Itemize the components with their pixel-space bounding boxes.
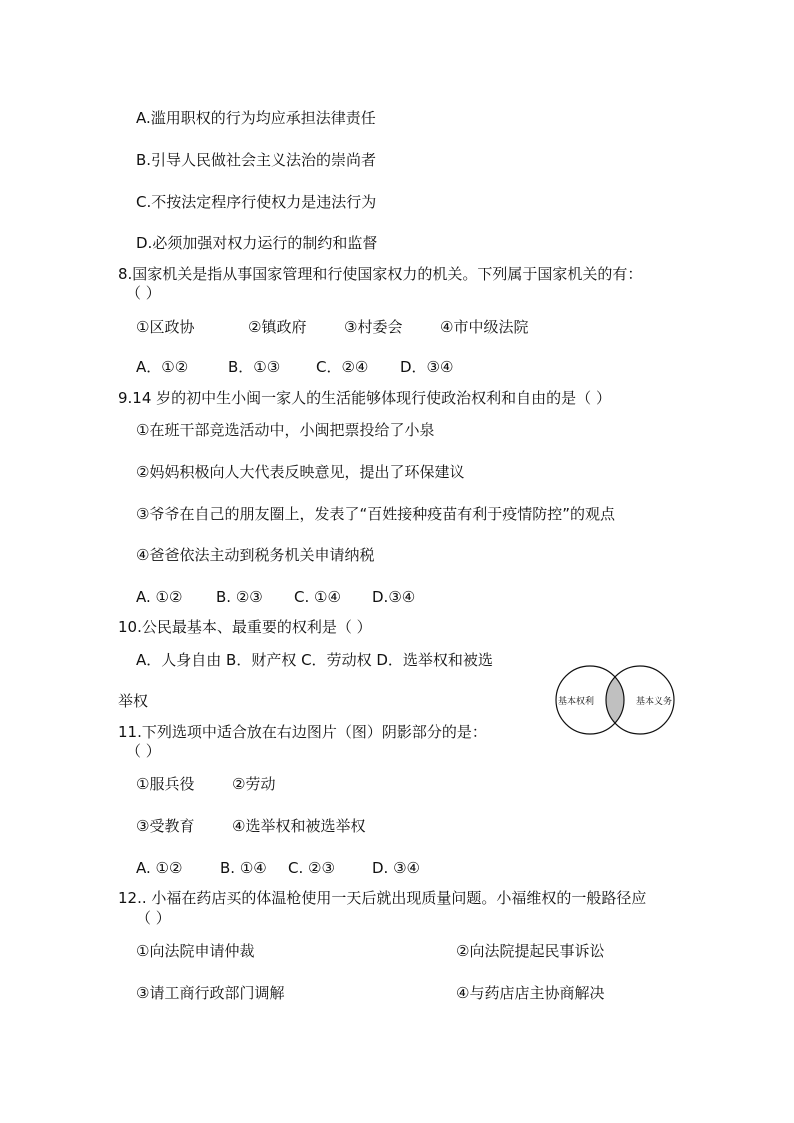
q11-item-2: ②劳动 [232, 775, 276, 793]
q7-option-c: C.不按法定程序行使权力是违法行为 [136, 193, 377, 211]
q10-stem: 10.公民最基本、最重要的权利是（ ） [118, 618, 372, 636]
q8-stem: 8.国家机关是指从事国家管理和行使国家权力的机关。下列属于国家机关的有： [118, 265, 643, 283]
q9-choice-c: C. ①④ [294, 588, 341, 606]
q12-item-4: ④与药店店主协商解决 [456, 984, 605, 1002]
q11-choice-a: A. ①② [136, 859, 183, 877]
q10-choices: A．人身自由 B．财产权 C．劳动权 D．选举权和被选 [136, 651, 493, 669]
q11-item-3: ③受教育 [136, 817, 195, 835]
q8-choice-d: D．③④ [400, 358, 454, 376]
q9-stem: 9.14 岁的初中生小闽一家人的生活能够体现行使政治权利和自由的是（ ） [118, 389, 611, 407]
q8-choice-b: B．①③ [228, 358, 281, 376]
q8-item-3: ③村委会 [344, 318, 403, 336]
venn-right-label: 基本义务 [635, 697, 673, 707]
q9-item-4: ④爸爸依法主动到税务机关申请纳税 [136, 546, 375, 564]
q12-item-1: ①向法院申请仲裁 [136, 942, 255, 960]
q10-choices-wrap: 举权 [118, 692, 149, 710]
q12-answer-blank: （ ） [136, 909, 171, 927]
venn-left-label: 基本权利 [557, 697, 595, 707]
q9-item-2: ②妈妈积极向人大代表反映意见，提出了环保建议 [136, 463, 465, 481]
q7-option-b: B.引导人民做社会主义法治的崇尚者 [136, 151, 377, 169]
q7-option-d: D.必须加强对权力运行的制约和监督 [136, 234, 378, 252]
q8-item-1: ①区政协 [136, 318, 195, 336]
q12-item-2: ②向法院提起民事诉讼 [456, 942, 605, 960]
venn-diagram [548, 664, 682, 736]
q11-answer-blank: （ ） [126, 742, 161, 760]
q8-choice-c: C．②④ [316, 358, 369, 376]
q11-choice-d: D. ③④ [372, 859, 420, 877]
q9-item-1: ①在班干部竞选活动中，小闽把票投给了小泉 [136, 421, 435, 439]
q9-item-3: ③爷爷在自己的朋友圈上，发表了“百姓接种疫苗有利于疫情防控”的观点 [136, 505, 615, 523]
q9-choice-d: D.③④ [372, 588, 416, 606]
q7-option-a: A.滥用职权的行为均应承担法律责任 [136, 109, 376, 127]
venn-svg [548, 664, 682, 736]
q11-choice-b: B. ①④ [220, 859, 267, 877]
q11-item-1: ①服兵役 [136, 775, 195, 793]
q12-item-3: ③请工商行政部门调解 [136, 984, 285, 1002]
q9-choice-b: B. ②③ [216, 588, 263, 606]
q11-choice-c: C. ②③ [288, 859, 335, 877]
q9-choice-a: A. ①② [136, 588, 183, 606]
q8-answer-blank: （ ） [126, 284, 161, 302]
q8-item-2: ②镇政府 [248, 318, 307, 336]
q11-item-4: ④选举权和被选举权 [232, 817, 366, 835]
q11-stem: 11.下列选项中适合放在右边图片（图）阴影部分的是： [118, 723, 487, 741]
q8-choice-a: A．①② [136, 358, 189, 376]
q8-item-4: ④市中级法院 [440, 318, 529, 336]
q12-stem: 12.. 小福在药店买的体温枪使用一天后就出现质量问题。小福维权的一般路径应 [118, 889, 647, 907]
